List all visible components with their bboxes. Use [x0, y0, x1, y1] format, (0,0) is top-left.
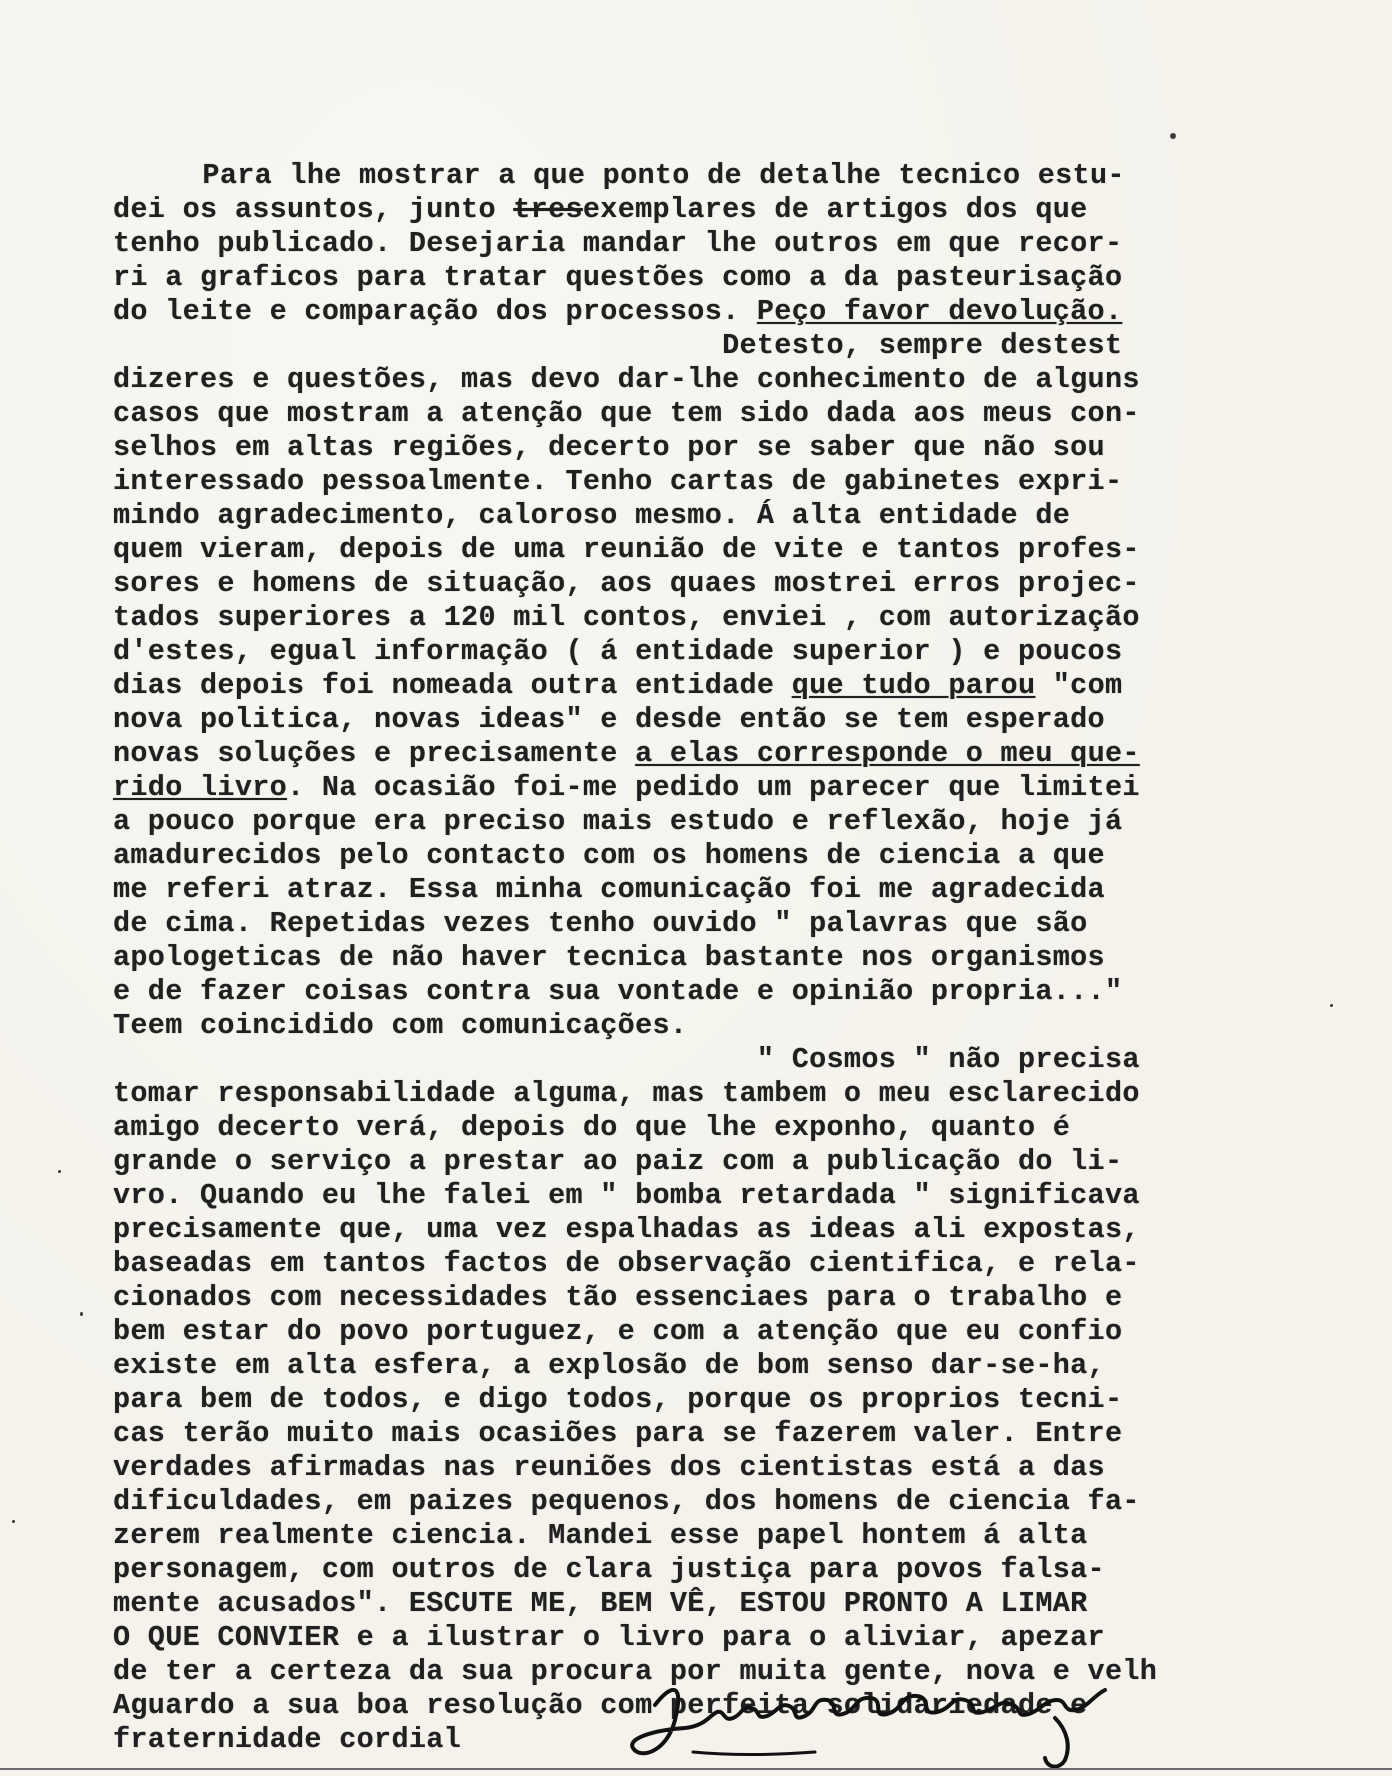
text-line-33: baseadas em tantos factos de observação cientifica, e rela- — [113, 1247, 1140, 1280]
page-bottom-edge — [0, 1768, 1392, 1770]
text-line-38: cas terão muito mais ocasiões para se fazerem valer. Entre — [113, 1417, 1123, 1450]
text-line-45: de ter a certeza da sua procura por muita gente, nova e velh — [113, 1655, 1158, 1688]
handwritten-signature — [615, 1660, 1135, 1775]
text-line-47: fraternidade cordial — [113, 1723, 462, 1756]
ink-speck — [80, 1312, 83, 1316]
text-line-32: precisamente que, uma vez espalhadas as ideas ali expostas, — [113, 1213, 1140, 1246]
text-line-5 — [113, 296, 1122, 327]
text-line-34: cionados com necessidades tão essenciaes para o trabalho e — [113, 1281, 1123, 1314]
text-line-18 — [113, 738, 1140, 769]
text-line-2-start: dei os assuntos, junto — [113, 193, 514, 226]
text-line-10: interessado pessoalmente. Tenho cartas de gabinetes expri- — [113, 465, 1123, 498]
text-line-31: vro. Quando eu lhe falei em " bomba retardada " significava — [113, 1179, 1140, 1212]
text-line-24: apologeticas de não haver tecnica bastante nos organismos — [113, 941, 1105, 974]
text-line-28: tomar responsabilidade alguma, mas tambem o meu esclarecido — [113, 1077, 1140, 1110]
text-line-15: d'estes, egual informação ( á entidade superior ) e poucos — [113, 635, 1123, 668]
ink-speck — [12, 1520, 15, 1523]
ink-speck — [1330, 1004, 1333, 1007]
text-line-22: me referi atraz. Essa minha comunicação foi me agradecida — [113, 873, 1105, 906]
text-line-30: grande o serviço a prestar ao paiz com a publicação do li- — [113, 1145, 1123, 1178]
text-line-12: quem vieram, depois de uma reunião de vite e tantos profes- — [113, 533, 1140, 566]
text-line-8: casos que mostram a atenção que tem sido dada aos meus con- — [113, 397, 1140, 430]
text-line-23: de cima. Repetidas vezes tenho ouvido " palavras que são — [113, 907, 1088, 940]
text-line-2 — [113, 194, 1088, 225]
text-line-21: amadurecidos pelo contacto com os homens de ciencia a que — [113, 839, 1105, 872]
text-line-4: ri a graficos para tratar questões como a da pasteurisação — [113, 261, 1123, 294]
text-line-40: dificuldades, em paizes pequenos, dos homens de ciencia fa- — [113, 1485, 1140, 1518]
text-line-44: O QUE CONVIER e a ilustrar o livro para o aliviar, apezar — [113, 1621, 1105, 1654]
underlined-phrase: rido livro — [113, 771, 288, 804]
text-line-3: tenho publicado. Desejaria mandar lhe outros em que recor- — [113, 227, 1123, 260]
text-line-46: Aguardo a sua boa resolução com perfeita solidariedade e — [113, 1689, 1088, 1722]
text-line-19 — [113, 772, 1140, 803]
ink-speck — [1170, 133, 1176, 139]
text-line-16 — [113, 670, 1122, 701]
text-line-6: Detesto, sempre destest — [113, 329, 1123, 362]
text-line-7: dizeres e questões, mas devo dar-lhe conhecimento de alguns — [113, 363, 1140, 396]
text-line-35: bem estar do povo portuguez, e com a atenção que eu confio — [113, 1315, 1123, 1348]
text-line-25: e de fazer coisas contra sua vontade e opinião propria..." — [113, 975, 1123, 1008]
text-line-20: a pouco porque era preciso mais estudo e reflexão, hoje já — [113, 805, 1123, 838]
struck-word: tres — [513, 193, 583, 226]
text-line-11: mindo agradecimento, caloroso mesmo. Á alta entidade de — [113, 499, 1071, 532]
text-line-42: personagem, com outros de clara justiça para povos falsa- — [113, 1553, 1105, 1586]
text-line-19-rest: . Na ocasião foi-me pedido um parecer que limitei — [287, 771, 1140, 804]
text-line-16-start: dias depois foi nomeada outra entidade — [113, 669, 792, 702]
text-line-39: verdades afirmadas nas reuniões dos cientistas está a das — [113, 1451, 1105, 1484]
text-line-27: " Cosmos " não precisa — [113, 1043, 1140, 1076]
ink-speck — [58, 1170, 61, 1173]
text-line-17: nova politica, novas ideas" e desde então se tem esperado — [113, 703, 1105, 736]
text-line-5-start: do leite e comparação dos processos. — [113, 295, 757, 328]
text-line-26: Teem coincidido com comunicações. — [113, 1009, 688, 1042]
text-line-16-rest: "com — [1035, 669, 1123, 702]
underlined-phrase: que tudo parou — [791, 669, 1036, 702]
text-line-2-rest: exemplares de artigos dos que — [582, 193, 1088, 226]
text-line-36: existe em alta esfera, a explosão de bom senso dar-se-ha, — [113, 1349, 1105, 1382]
text-line-9: selhos em altas regiões, decerto por se saber que não sou — [113, 431, 1105, 464]
text-line-1: Para lhe mostrar a que ponto de detalhe tecnico estu- — [98, 159, 1125, 192]
text-line-43: mente acusados". ESCUTE ME, BEM VÊ, ESTOU PRONTO A LIMAR — [113, 1587, 1088, 1620]
text-line-29: amigo decerto verá, depois do que lhe exponho, quanto é — [113, 1111, 1071, 1144]
text-line-18-start: novas soluções e precisamente — [113, 737, 636, 770]
underlined-request: Peço favor devolução. — [756, 295, 1123, 328]
text-line-37: para bem de todos, e digo todos, porque os proprios tecni- — [113, 1383, 1123, 1416]
underlined-phrase: a elas corresponde o meu que- — [635, 737, 1140, 770]
text-line-13: sores e homens de situação, aos quaes mostrei erros projec- — [113, 567, 1140, 600]
text-line-14: tados superiores a 120 mil contos, enviei , com autorização — [113, 601, 1140, 634]
text-line-41: zerem realmente ciencia. Mandei esse papel hontem á alta — [113, 1519, 1088, 1552]
